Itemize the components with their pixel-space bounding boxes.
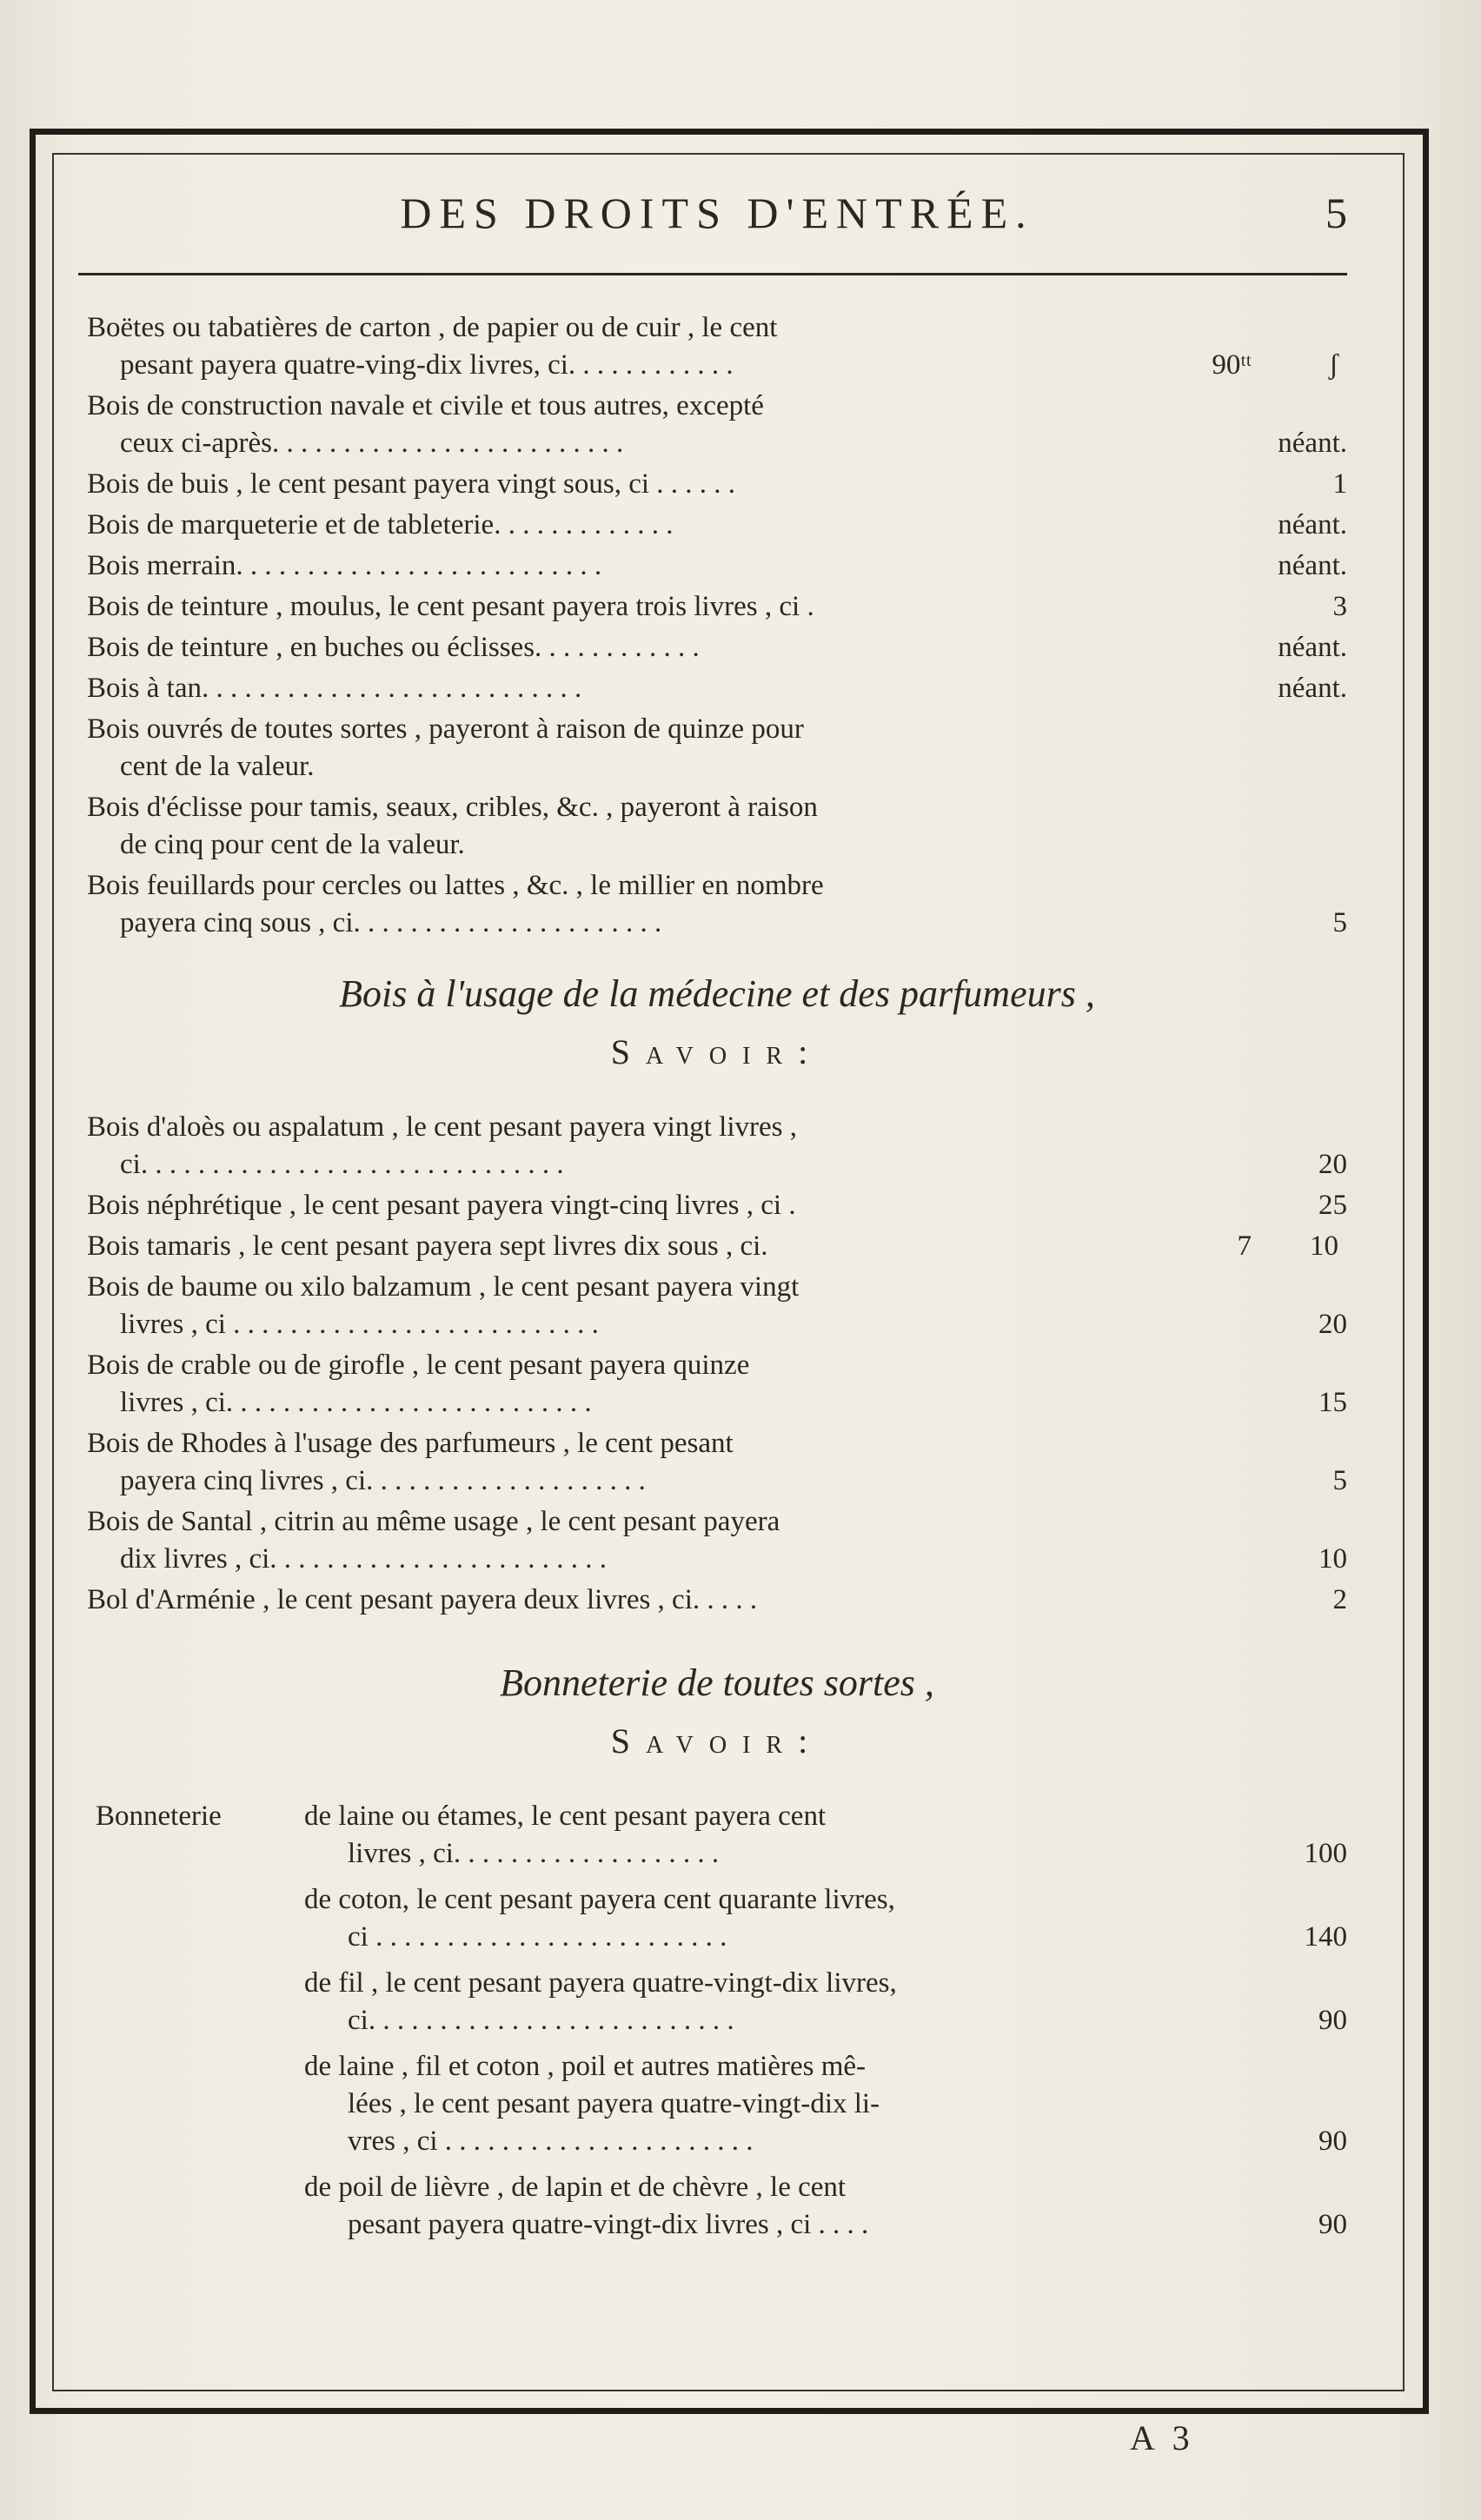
entry-text: Bois d'aloès ou aspalatum , le cent pesant payera vingt livres , [87, 1111, 797, 1143]
header-rule [78, 273, 1347, 275]
entry-text: cent de la valeur. [120, 751, 315, 782]
entry-line [87, 1228, 1347, 1265]
page-number: 5 [1325, 189, 1347, 237]
duty-amount-secondary: ʃ [1329, 349, 1338, 381]
duty-amount: néant. [1278, 428, 1347, 459]
tariff-entry [87, 1582, 1347, 1619]
entry-line [87, 1146, 1347, 1184]
entry-text: pesant payera quatre-ving-dix livres, ci. . . . . . . . . . . . [120, 349, 734, 381]
entry-text: Bois de baume ou xilo balzamum , le cent pesant payera vingt [87, 1271, 800, 1303]
entry-line [87, 1109, 1347, 1146]
entry-line [87, 670, 1347, 707]
duty-amount: 90 [1318, 2125, 1347, 2157]
entry-line [87, 629, 1347, 666]
entry-line [87, 2169, 1347, 2206]
entry-line [87, 1965, 1347, 2002]
entry-text: lées , le cent pesant payera quatre-vingt-dix li- [348, 2088, 880, 2119]
duty-amount: 20 [1318, 1309, 1347, 1340]
entry-line [87, 1384, 1347, 1422]
entry-line [87, 309, 1347, 347]
tariff-entry [87, 1881, 1347, 1956]
duty-amount: 100 [1304, 1838, 1347, 1869]
entry-line [87, 1306, 1347, 1343]
section-title-bois-medecine: Bois à l'usage de la médecine et des parfumeurs , [339, 972, 1095, 1015]
entries-bonneterie [87, 1798, 1347, 2244]
signature-mark: A 3 [1130, 2418, 1195, 2457]
entry-line [87, 1881, 1347, 1919]
entry-text: Bois de marqueterie et de tableterie. . . . . . . . . . . . . [87, 509, 674, 540]
entry-lead: Bonneterie [96, 1800, 222, 1832]
tariff-entry [87, 670, 1347, 707]
entry-line [87, 1462, 1347, 1500]
entry-text: dix livres , ci. . . . . . . . . . . . . . . . . . . . . . . . [120, 1543, 608, 1575]
entry-text: Bois à tan. . . . . . . . . . . . . . . . . . . . . . . . . . . [87, 673, 582, 704]
duty-amount: 5 [1332, 907, 1347, 938]
duty-amount: 20 [1318, 1149, 1347, 1180]
entry-line [87, 789, 1347, 826]
tariff-entry [87, 629, 1347, 666]
tariff-entry [87, 1798, 1347, 1873]
duty-amount: 3 [1332, 591, 1347, 622]
entry-line [87, 1541, 1347, 1578]
entry-text: Boëtes ou tabatières de carton , de papier ou de cuir , le cent [87, 312, 778, 343]
tariff-entry [87, 388, 1347, 462]
entry-line [87, 2206, 1347, 2244]
entry-text: Bois merrain. . . . . . . . . . . . . . . . . . . . . . . . . . [87, 550, 602, 581]
duty-amount: 90ᵗᵗ [1212, 349, 1252, 381]
savoir-heading: Savoir: [610, 1721, 824, 1761]
entry-text: Bois d'éclisse pour tamis, seaux, cribles, &c. , payeront à raison [87, 792, 818, 823]
entry-line [87, 826, 1347, 864]
duty-amount: néant. [1278, 550, 1347, 581]
entry-text: Bois néphrétique , le cent pesant payera vingt-cinq livres , ci . [87, 1190, 796, 1221]
entry-line [87, 1187, 1347, 1224]
entry-line [87, 1798, 1347, 1835]
entry-line [87, 1503, 1347, 1541]
duty-amount: 10 [1318, 1543, 1347, 1575]
running-title: DES DROITS D'ENTRÉE. [400, 189, 1034, 237]
tariff-entry [87, 1347, 1347, 1422]
entry-text: Bois de teinture , moulus, le cent pesant payera trois livres , ci . [87, 591, 814, 622]
entry-text: ci. . . . . . . . . . . . . . . . . . . . . . . . . . . . . . [120, 1149, 564, 1180]
duty-amount: 90 [1318, 2005, 1347, 2036]
tariff-entry [87, 466, 1347, 503]
entry-line [87, 466, 1347, 503]
entry-text: ci . . . . . . . . . . . . . . . . . . . . . . . . . [348, 1921, 727, 1953]
running-head [87, 162, 1347, 275]
entry-text: Bois de crable ou de girofle , le cent pesant payera quinze [87, 1350, 750, 1381]
entry-line [87, 1269, 1347, 1306]
entry-line [87, 905, 1347, 942]
entry-line [87, 2048, 1347, 2086]
savoir-heading: Savoir: [610, 1032, 824, 1071]
tariff-entry [87, 1965, 1347, 2039]
entry-text: pesant payera quatre-vingt-dix livres , ci . . . . [348, 2209, 869, 2240]
entry-line [87, 2002, 1347, 2039]
entry-line [87, 1835, 1347, 1873]
entry-text: livres , ci. . . . . . . . . . . . . . . . . . . [348, 1838, 720, 1869]
entry-line [87, 1347, 1347, 1384]
entry-line [87, 507, 1347, 544]
entry-text: Bois de construction navale et civile et tous autres, excepté [87, 390, 764, 421]
page-content [87, 162, 1347, 2369]
tariff-entry [87, 547, 1347, 585]
duty-amount: néant. [1278, 632, 1347, 663]
entry-text: Bois de buis , le cent pesant payera vingt sous, ci . . . . . . [87, 468, 736, 500]
duty-amount: 90 [1318, 2209, 1347, 2240]
duty-amount: 15 [1318, 1387, 1347, 1418]
entry-line [87, 425, 1347, 462]
tariff-entry [87, 867, 1347, 942]
entry-text: Bois ouvrés de toutes sortes , payeront à raison de quinze pour [87, 713, 804, 745]
tariff-entry [87, 2048, 1347, 2160]
entry-line [87, 2086, 1347, 2123]
duty-amount-secondary: 10 [1310, 1230, 1338, 1262]
entry-text: payera cinq sous , ci. . . . . . . . . . . . . . . . . . . . . . [120, 907, 662, 938]
tariff-entry [87, 711, 1347, 786]
entry-line [87, 388, 1347, 425]
entry-line [87, 711, 1347, 748]
duty-amount: 2 [1332, 1584, 1347, 1615]
entry-text: Bois tamaris , le cent pesant payera sept livres dix sous , ci. [87, 1230, 768, 1262]
entry-line [87, 748, 1347, 786]
tariff-entry [87, 1503, 1347, 1578]
entry-line [87, 347, 1347, 384]
duty-amount: 140 [1304, 1921, 1347, 1953]
entry-text: de poil de lièvre , de lapin et de chèvre , le cent [304, 2172, 847, 2203]
entry-text: Bois feuillards pour cercles ou lattes , &c. , le millier en nombre [87, 870, 824, 901]
entry-text: payera cinq livres , ci. . . . . . . . . . . . . . . . . . . . [120, 1465, 646, 1496]
duty-amount: 7 [1237, 1230, 1252, 1262]
entry-line [87, 588, 1347, 626]
tariff-entry [87, 588, 1347, 626]
entry-text: ceux ci-après. . . . . . . . . . . . . . . . . . . . . . . . . [120, 428, 624, 459]
tariff-entry [87, 1425, 1347, 1500]
entry-text: de fil , le cent pesant payera quatre-vingt-dix livres, [304, 1967, 897, 1999]
entry-text: livres , ci. . . . . . . . . . . . . . . . . . . . . . . . . . [120, 1387, 592, 1418]
duty-amount: 1 [1332, 468, 1347, 500]
tariff-entry [87, 1187, 1347, 1224]
entry-line [87, 2123, 1347, 2160]
entry-text: Bois de teinture , en buches ou éclisses. . . . . . . . . . . . [87, 632, 700, 663]
entry-line [87, 1582, 1347, 1619]
tariff-entry [87, 789, 1347, 864]
entry-text: livres , ci . . . . . . . . . . . . . . . . . . . . . . . . . . [120, 1309, 599, 1340]
entry-line [87, 547, 1347, 585]
duty-amount: néant. [1278, 509, 1347, 540]
entry-text: de coton, le cent pesant payera cent quarante livres, [304, 1884, 895, 1915]
duty-amount: 5 [1332, 1465, 1347, 1496]
duty-amount: 25 [1318, 1190, 1347, 1221]
tariff-entry [87, 1269, 1347, 1343]
entry-text: de laine , fil et coton , poil et autres matières mê- [304, 2051, 867, 2082]
entry-text: de cinq pour cent de la valeur. [120, 829, 465, 860]
entry-text: vres , ci . . . . . . . . . . . . . . . . . . . . . . [348, 2125, 754, 2157]
entry-text: Bois de Rhodes à l'usage des parfumeurs , le cent pesant [87, 1428, 734, 1459]
entry-text: ci. . . . . . . . . . . . . . . . . . . . . . . . . . [348, 2005, 734, 2036]
entry-text: de laine ou étames, le cent pesant payera cent [304, 1800, 827, 1832]
duty-amount: néant. [1278, 673, 1347, 704]
tariff-entry [87, 309, 1347, 384]
entry-line [87, 1425, 1347, 1462]
tariff-entry [87, 2169, 1347, 2244]
entries-bois-medecine [87, 1109, 1347, 1619]
section-title-bonneterie: Bonneterie de toutes sortes , [500, 1661, 934, 1704]
tariff-entry [87, 1109, 1347, 1184]
entry-line [87, 867, 1347, 905]
entry-text: Bois de Santal , citrin au même usage , le cent pesant payera [87, 1506, 780, 1537]
entry-line [87, 1919, 1347, 1956]
entry-text: Bol d'Arménie , le cent pesant payera deux livres , ci. . . . . [87, 1584, 758, 1615]
entries-top [87, 309, 1347, 942]
tariff-entry [87, 1228, 1347, 1265]
tariff-entry [87, 507, 1347, 544]
